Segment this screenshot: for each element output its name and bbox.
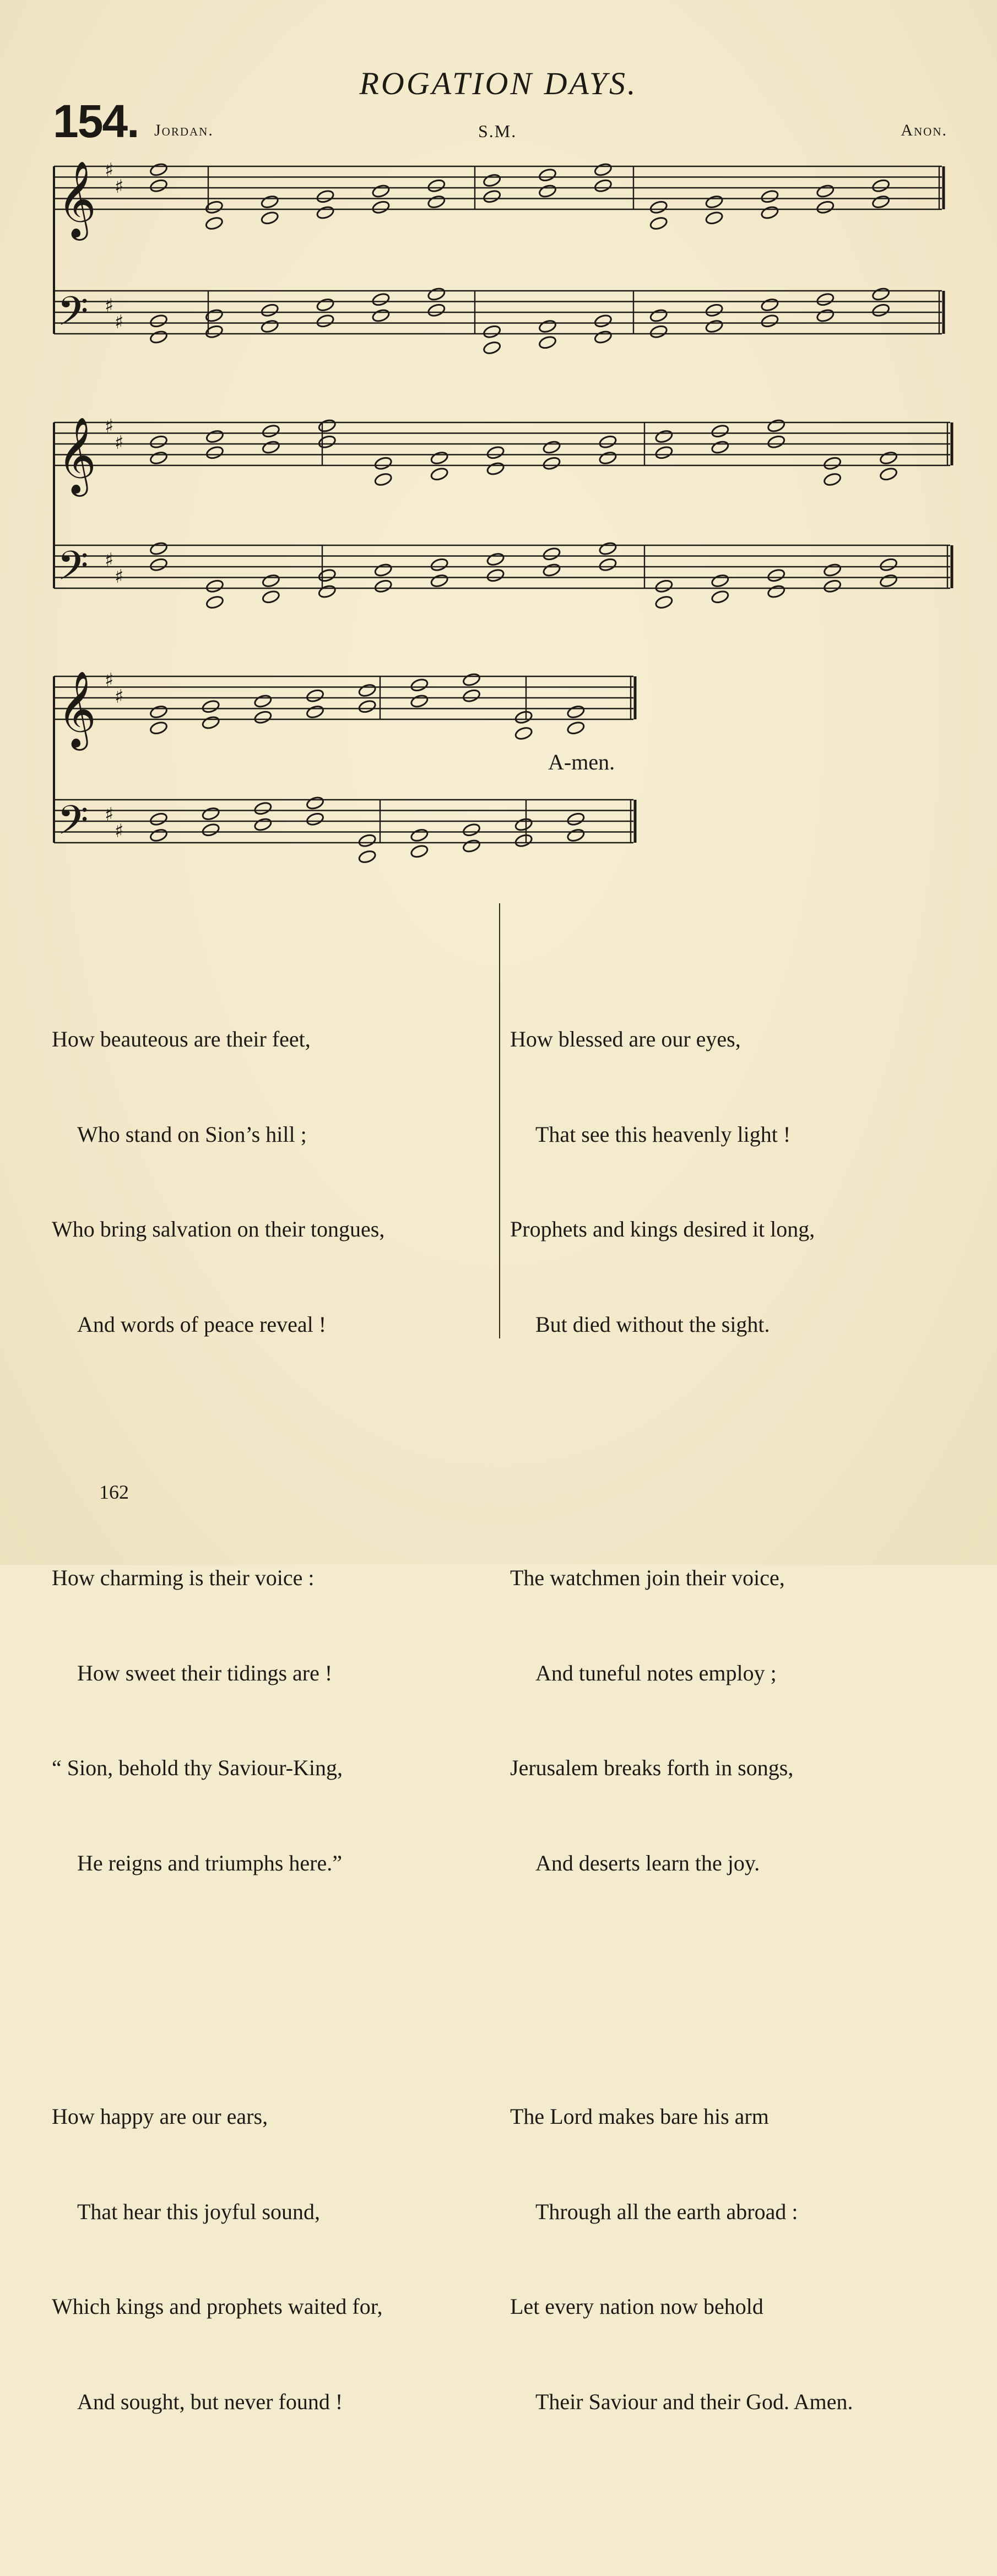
tune-name: Jordan. [154, 121, 214, 139]
note-head [760, 205, 779, 220]
note-head [261, 194, 279, 209]
note-head [374, 472, 393, 487]
note-head [705, 303, 723, 318]
note-head [816, 292, 835, 307]
note-head [823, 579, 842, 594]
note-head [871, 178, 890, 193]
note-head [316, 189, 334, 204]
note-head [410, 828, 429, 843]
note-head [767, 584, 785, 599]
note-head [649, 216, 668, 231]
music-glyph: ♯ [115, 566, 124, 588]
music-glyph: 𝄢 [57, 796, 89, 853]
note-head [514, 817, 533, 832]
verse-line: That hear this joyful sound, [77, 2199, 321, 2224]
verse-line: And deserts learn the joy. [535, 1850, 760, 1875]
note-head [462, 822, 481, 837]
note-head [566, 720, 585, 735]
note-head [542, 440, 561, 454]
music-glyph: ♯ [115, 432, 124, 454]
music-glyph: ♯ [105, 295, 114, 317]
verse-line: He reigns and triumphs here.” [77, 1850, 342, 1875]
note-head [430, 467, 448, 481]
verse-line: And tuneful notes employ ; [535, 1660, 777, 1685]
note-head [149, 828, 168, 843]
stanza [510, 2037, 853, 2481]
hymn-number: 154. [53, 95, 139, 147]
note-head [514, 833, 533, 848]
music-glyph: ♯ [105, 804, 114, 826]
note-head [149, 720, 168, 735]
note-head [205, 429, 224, 444]
note-head [253, 817, 272, 832]
note-head [879, 573, 898, 588]
note-head [371, 183, 390, 198]
verse-line: Let every nation now behold [510, 2294, 763, 2319]
note-head [760, 189, 779, 204]
note-head [566, 812, 585, 827]
music-glyph: 𝄢 [57, 542, 89, 599]
note-head [486, 552, 505, 567]
verse-line: How beauteous are their feet, [52, 1027, 311, 1051]
note-head [598, 557, 617, 572]
note-head [760, 297, 779, 312]
note-head [654, 579, 673, 594]
note-head [823, 562, 842, 577]
note-head [374, 579, 393, 594]
note-head [262, 424, 280, 438]
verse-line: Jerusalem breaks forth in songs, [510, 1755, 794, 1780]
note-head [205, 579, 224, 594]
note-head [201, 699, 220, 714]
note-head [410, 677, 429, 692]
note-head [705, 210, 723, 225]
note-head [149, 704, 168, 719]
composer: Anon. [901, 121, 947, 139]
note-head [514, 710, 533, 725]
note-head [514, 726, 533, 741]
stanza [52, 2037, 384, 2481]
note-head [430, 573, 448, 588]
note-head [598, 435, 617, 449]
note-head [538, 335, 557, 350]
note-head [253, 801, 272, 816]
page-number: 162 [99, 1481, 129, 1503]
verse-line: And words of peace reveal ! [77, 1311, 327, 1337]
note-head [649, 308, 668, 323]
verse-line: That see this heavenly light ! [535, 1121, 791, 1147]
note-head [566, 828, 585, 843]
note-head [371, 308, 390, 323]
note-head [598, 451, 617, 465]
music-glyph: ♯ [115, 311, 124, 333]
note-head [598, 541, 617, 556]
note-head [654, 595, 673, 610]
note-head [253, 710, 272, 725]
note-head [871, 194, 890, 209]
note-head [767, 418, 785, 433]
verse-line: How blessed are our eyes, [510, 1027, 741, 1051]
note-head [427, 286, 446, 301]
note-head [410, 693, 429, 708]
note-head [594, 329, 613, 344]
note-head [816, 308, 835, 323]
verses-left-column [52, 897, 384, 2576]
note-head [316, 313, 334, 328]
note-head [316, 297, 334, 312]
verse-line: Who bring salvation on their tongues, [52, 1217, 385, 1241]
note-head [542, 456, 561, 471]
note-head [205, 216, 224, 231]
note-head [654, 429, 673, 444]
note-head [879, 467, 898, 481]
note-head [649, 324, 668, 339]
note-head [483, 340, 501, 355]
note-head [427, 303, 446, 318]
note-head [306, 795, 324, 810]
verse-line: Through all the earth abroad : [535, 2199, 798, 2224]
verse-line: And sought, but never found ! [77, 2389, 343, 2414]
verse-line: How charming is their voice : [52, 1565, 315, 1590]
verse-line: The Lord makes bare his arm [510, 2104, 769, 2129]
note-head [318, 418, 337, 433]
verse-line: Their Saviour and their God. Amen. [535, 2389, 853, 2414]
note-head [871, 286, 890, 301]
stanza [510, 960, 853, 1403]
note-head [410, 844, 429, 859]
music-glyph: 𝄞 [57, 161, 96, 237]
note-head [823, 472, 842, 487]
note-head [542, 562, 561, 577]
note-head [149, 178, 168, 193]
note-head [205, 595, 224, 610]
note-head [462, 688, 481, 703]
note-head [711, 440, 729, 454]
note-head [430, 451, 448, 465]
note-head [594, 313, 613, 328]
note-head [149, 557, 168, 572]
verse-line: Which kings and prophets waited for, [52, 2294, 383, 2319]
note-head [538, 167, 557, 182]
note-head [318, 435, 337, 449]
note-head [486, 461, 505, 476]
note-head [149, 162, 168, 177]
note-head [201, 806, 220, 821]
note-head [262, 440, 280, 454]
note-head [538, 319, 557, 334]
column-divider [499, 903, 500, 1338]
note-head [318, 584, 337, 599]
note-head [649, 200, 668, 215]
verse-line: How happy are our ears, [52, 2104, 268, 2129]
note-head [374, 562, 393, 577]
note-head [871, 303, 890, 318]
note-head [201, 715, 220, 730]
note-head [705, 319, 723, 334]
music-glyph: ♯ [115, 686, 124, 708]
note-head [261, 303, 279, 318]
music-glyph: 𝄞 [57, 417, 96, 493]
note-head [201, 822, 220, 837]
note-head [306, 688, 324, 703]
verses-right-column [510, 897, 853, 2576]
verse-line: “ Sion, behold thy Saviour-King, [52, 1755, 343, 1780]
note-head [357, 849, 376, 864]
note-head [823, 456, 842, 471]
note-head [316, 205, 334, 220]
note-head [594, 178, 613, 193]
note-head [430, 557, 448, 572]
verse-line: Prophets and kings desired it long, [510, 1217, 815, 1241]
music-glyph: 𝄞 [57, 671, 96, 747]
note-head [486, 445, 505, 460]
note-head [149, 435, 168, 449]
note-head [262, 573, 280, 588]
stanza [52, 1499, 384, 1942]
verse-line: But died without the sight. [535, 1311, 770, 1337]
note-head [594, 162, 613, 177]
note-head [306, 812, 324, 827]
note-head [374, 456, 393, 471]
verse-line: Who stand on Sion’s hill ; [77, 1121, 307, 1147]
note-head [149, 812, 168, 827]
note-head [879, 451, 898, 465]
note-head [427, 178, 446, 193]
stanza [52, 960, 384, 1403]
note-head [261, 210, 279, 225]
music-glyph: ♯ [115, 176, 124, 198]
stanza [510, 1499, 853, 1942]
note-head [538, 183, 557, 198]
verse-line: The watchmen join their voice, [510, 1565, 785, 1590]
note-head [261, 319, 279, 334]
note-head [483, 324, 501, 339]
note-head [427, 194, 446, 209]
note-head [767, 568, 785, 583]
verse-line: How sweet their tidings are ! [77, 1660, 333, 1685]
note-head [149, 313, 168, 328]
note-head [149, 451, 168, 465]
note-head [483, 173, 501, 188]
note-head [357, 833, 376, 848]
meter: S.M. [478, 121, 517, 141]
note-head [357, 683, 376, 698]
note-head [462, 672, 481, 687]
note-head [705, 194, 723, 209]
note-head [542, 546, 561, 561]
note-head [253, 693, 272, 708]
music-glyph: 𝄢 [57, 288, 89, 344]
note-head [262, 589, 280, 604]
note-head [486, 568, 505, 583]
amen-label: A-men. [548, 750, 615, 774]
music-glyph: ♯ [105, 669, 114, 691]
note-head [879, 557, 898, 572]
note-head [711, 589, 729, 604]
music-glyph: ♯ [105, 159, 114, 181]
note-head [816, 200, 835, 215]
music-glyph: ♯ [115, 820, 124, 842]
note-head [760, 313, 779, 328]
music-glyph: ♯ [105, 549, 114, 571]
note-head [767, 435, 785, 449]
music-glyph: ♯ [105, 415, 114, 437]
note-head [306, 704, 324, 719]
note-head [357, 699, 376, 714]
running-title: ROGATION DAYS. [359, 66, 638, 101]
note-head [149, 541, 168, 556]
note-head [205, 445, 224, 460]
note-head [371, 292, 390, 307]
note-head [371, 200, 390, 215]
note-head [462, 838, 481, 853]
music-score [0, 0, 997, 892]
note-head [711, 573, 729, 588]
note-head [654, 445, 673, 460]
note-head [149, 329, 168, 344]
note-head [816, 183, 835, 198]
note-head [711, 424, 729, 438]
note-head [483, 189, 501, 204]
note-head [318, 568, 337, 583]
note-head [566, 704, 585, 719]
